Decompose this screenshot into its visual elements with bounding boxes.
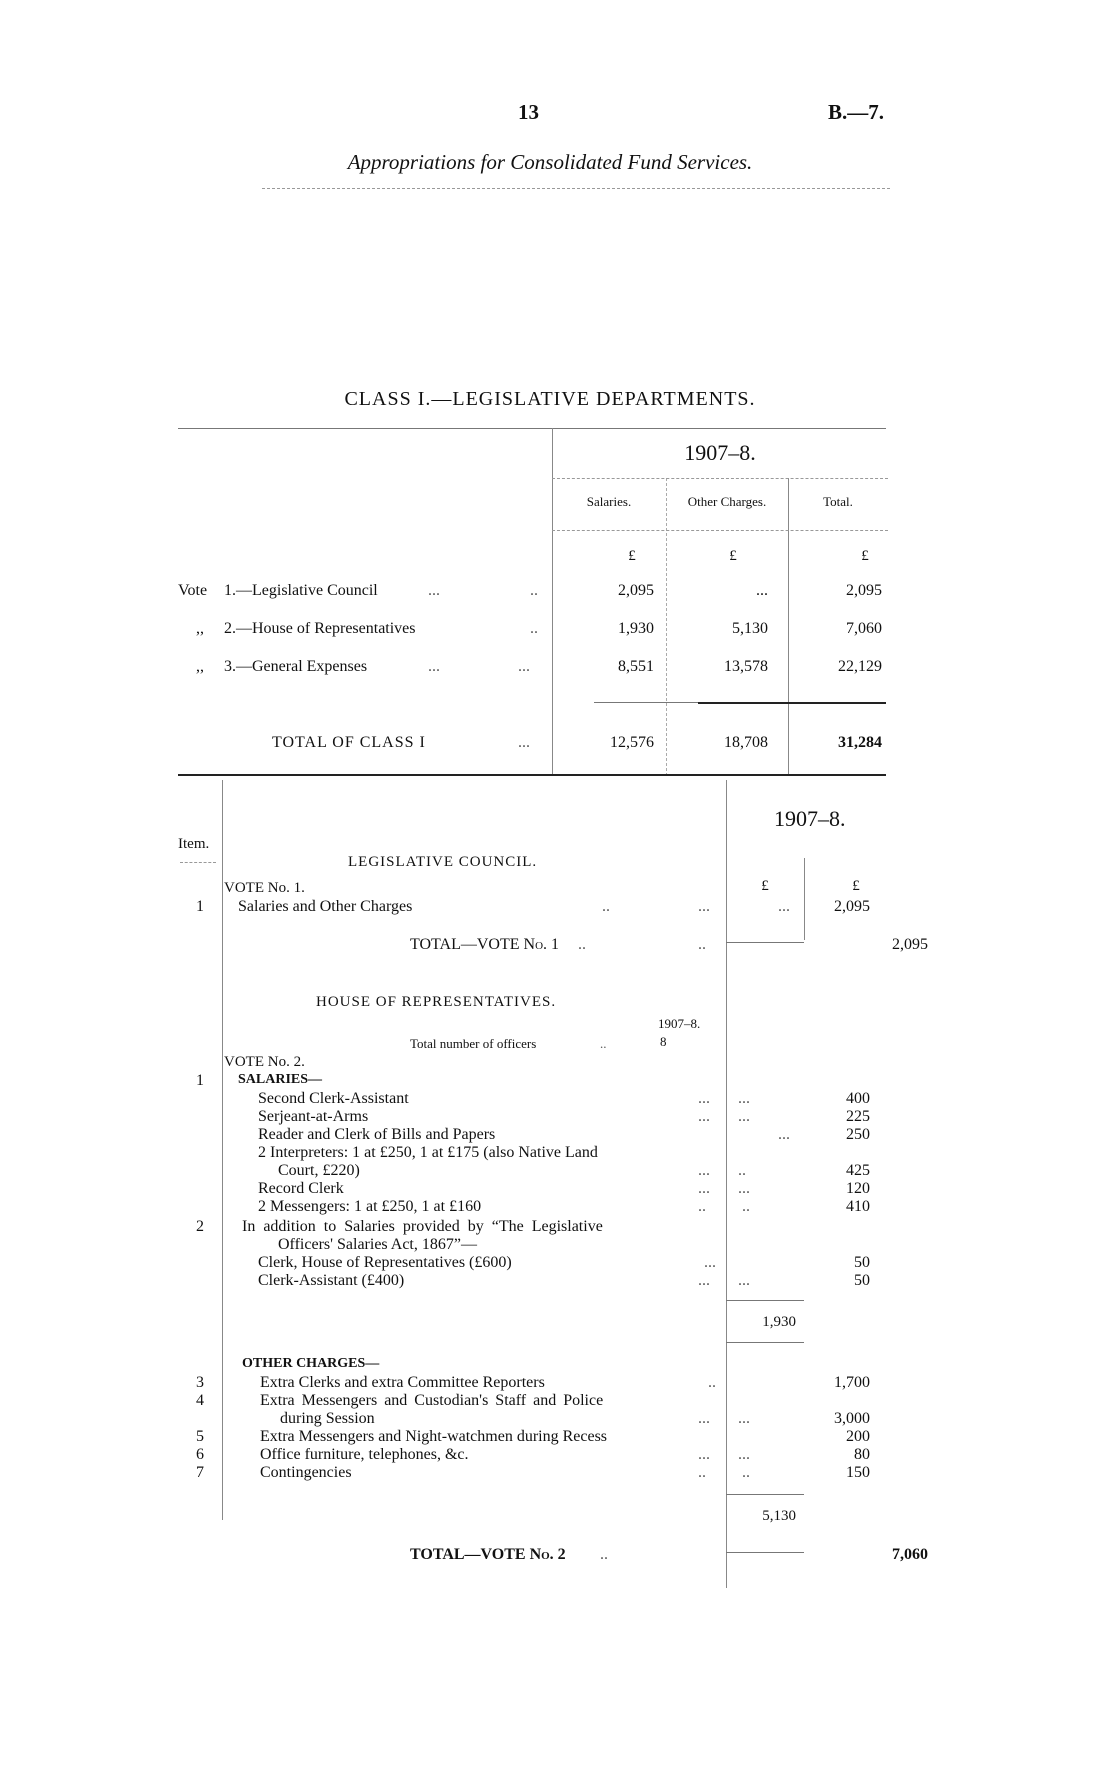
leader-dots: ... ...	[698, 1446, 750, 1463]
other-charges-value: 13,578	[724, 658, 768, 675]
leader-dots: .. ..	[698, 1198, 750, 1215]
subtotal-rule	[726, 1300, 804, 1301]
document-reference: B.—7.	[828, 100, 885, 124]
other-charges-heading: OTHER CHARGES—	[242, 1356, 380, 1371]
leader-dots: ..	[602, 898, 610, 915]
vote-prefix: ,,	[196, 620, 204, 637]
item-amount: 3,000	[834, 1410, 870, 1427]
item-amount: 410	[846, 1198, 870, 1215]
leader-dots: ...	[778, 1126, 790, 1143]
item-number: 1	[196, 898, 204, 915]
leader-dots: ..	[600, 1546, 608, 1563]
item-label: Salaries and Other Charges	[238, 898, 413, 915]
item-amount: 1,700	[834, 1374, 870, 1391]
leader-dots: ..	[708, 1374, 716, 1391]
officers-year: 1907–8.	[658, 1016, 701, 1031]
leader-dots: ..	[600, 1036, 607, 1051]
leader-dots: ...	[704, 1254, 716, 1271]
item-label: Extra Clerks and extra Committee Reporters	[260, 1374, 545, 1391]
item-amount: 2,095	[834, 898, 870, 915]
item-label: Second Clerk-Assistant	[258, 1090, 409, 1107]
total-label: TOTAL—VOTE No. 1	[410, 936, 560, 953]
summary-year: 1907–8.	[684, 440, 756, 465]
item-number: 6	[196, 1446, 204, 1463]
col-header-salaries: Salaries.	[586, 494, 632, 509]
leader-dots: ...	[778, 898, 790, 915]
total-value: 7,060	[846, 620, 882, 637]
summary-bottom-rule	[178, 774, 886, 776]
item-amount: 80	[854, 1446, 870, 1463]
section-heading-legislative-council: LEGISLATIVE COUNCIL.	[348, 854, 538, 870]
item-number: 5	[196, 1428, 204, 1445]
summary-subtotal-rule	[594, 702, 698, 703]
leader-dots: ... ..	[698, 1162, 746, 1179]
table-row	[178, 582, 888, 600]
vote-prefix: ,,	[196, 658, 204, 675]
summary-top-rule	[178, 428, 886, 429]
item-label: Reader and Clerk of Bills and Papers	[258, 1126, 496, 1143]
item-number: 1	[196, 1072, 204, 1089]
item-number: 7	[196, 1464, 204, 1481]
item-amount: 225	[846, 1108, 870, 1125]
pound-sign: £	[628, 548, 636, 564]
table-row	[178, 620, 888, 638]
leader-dots: ..	[698, 936, 706, 953]
total-label: TOTAL—VOTE No. 2	[410, 1546, 566, 1563]
leader-dots: .. ..	[698, 1464, 750, 1481]
leader-dots: ... ...	[698, 1090, 750, 1107]
leader-dots: ..	[530, 620, 538, 637]
leader-dots: ... ...	[698, 1180, 750, 1197]
pound-sign: £	[861, 548, 869, 564]
col-header-other-charges: Other Charges.	[687, 494, 767, 509]
item-amount: 425	[846, 1162, 870, 1179]
pound-sign: £	[761, 878, 769, 894]
summary-year-rule	[552, 478, 888, 479]
item-label: Extra Messengers and Night-watchmen during Recess	[260, 1428, 608, 1445]
section-heading-house-of-representatives: HOUSE OF REPRESENTATIVES.	[316, 994, 557, 1010]
leader-dots: ..	[530, 582, 538, 599]
vote-label: 3.—General Expenses	[224, 658, 368, 675]
vote-total: 2,095	[892, 936, 928, 953]
item-label: during Session	[280, 1410, 375, 1427]
item-label: 2 Interpreters: 1 at £250, 1 at £175 (also Native Land	[258, 1144, 598, 1161]
item-label: Office furniture, telephones, &c.	[260, 1446, 469, 1463]
item-header: Item.	[178, 836, 210, 852]
item-number: 4	[196, 1392, 204, 1409]
item-label: Extra Messengers and Custodian's Staff and Police	[260, 1392, 604, 1409]
salaries-value: 8,551	[618, 658, 654, 675]
summary-colhead-rule	[552, 530, 888, 531]
vote-number: VOTE No. 2.	[224, 1054, 305, 1070]
page-number: 13	[518, 100, 539, 124]
summary-subtotal-rule	[698, 702, 886, 704]
other-charges-value: 5,130	[732, 620, 768, 637]
item-amount: 200	[846, 1428, 870, 1445]
salaries-value: 2,095	[618, 582, 654, 599]
page-subtitle: Appropriations for Consolidated Fund Services.	[347, 150, 753, 174]
addition-line: In addition to Salaries provided by “The Legislative	[242, 1218, 603, 1235]
salaries-subtotal: 1,930	[762, 1314, 796, 1330]
salaries-value: 1,930	[618, 620, 654, 637]
pound-sign: £	[852, 878, 860, 894]
col-header-total: Total.	[823, 494, 853, 509]
class-total: 31,284	[838, 734, 882, 751]
item-amount: 50	[854, 1272, 870, 1289]
salaries-heading: SALARIES—	[238, 1072, 323, 1087]
item-label: Contingencies	[260, 1464, 352, 1481]
item-amount: 150	[846, 1464, 870, 1481]
leader-dots: ...	[698, 898, 710, 915]
addition-line: Officers' Salaries Act, 1867”—	[278, 1236, 477, 1253]
item-header-rule	[180, 862, 216, 863]
vote-label: 1.—Legislative Council	[224, 582, 378, 599]
item-label: Clerk, House of Representatives (£600)	[258, 1254, 512, 1271]
summary-left-col-rule	[552, 428, 553, 776]
leader-dots: ...	[518, 734, 530, 751]
leader-dots: ... ...	[698, 1108, 750, 1125]
vote-number: VOTE No. 1.	[224, 880, 305, 896]
subtotal-rule	[726, 1552, 804, 1553]
vote-label: 2.—House of Representatives	[224, 620, 416, 637]
leader-dots: ...	[518, 658, 530, 675]
item-amount: 250	[846, 1126, 870, 1143]
leader-dots: ... ...	[698, 1410, 750, 1427]
leader-dots: ..	[578, 936, 586, 953]
item-col-rule	[222, 780, 223, 1520]
vote-prefix: Vote	[178, 582, 208, 599]
subtotal-rule	[726, 1342, 804, 1343]
item-number: 3	[196, 1374, 204, 1391]
other-charges-subtotal: 5,130	[762, 1508, 796, 1524]
subtotal-rule	[726, 1494, 804, 1495]
item-label: Clerk-Assistant (£400)	[258, 1272, 405, 1289]
item-label: Serjeant-at-Arms	[258, 1108, 369, 1125]
total-value: 2,095	[846, 582, 882, 599]
detail-year: 1907–8.	[774, 806, 846, 831]
item-label: Court, £220)	[278, 1162, 360, 1179]
total-value: 22,129	[838, 658, 882, 675]
header-rule	[262, 188, 890, 189]
item-label: 2 Messengers: 1 at £250, 1 at £160	[258, 1198, 482, 1215]
other-charges-total: 18,708	[724, 734, 768, 751]
item-amount: 120	[846, 1180, 870, 1197]
other-charges-value: ...	[756, 582, 768, 599]
item-label: Record Clerk	[258, 1180, 344, 1197]
total-label: TOTAL OF CLASS I	[272, 734, 426, 751]
subtotal-rule	[726, 942, 804, 943]
leader-dots: ...	[428, 582, 440, 599]
officers-label: Total number of officers	[410, 1036, 537, 1051]
item-number: 2	[196, 1218, 204, 1235]
pound-sign: £	[729, 548, 737, 564]
item-amount: 50	[854, 1254, 870, 1271]
vote-total: 7,060	[892, 1546, 928, 1563]
salaries-total: 12,576	[610, 734, 654, 751]
leader-dots: ... ...	[698, 1272, 750, 1289]
item-amount: 400	[846, 1090, 870, 1107]
class-title: CLASS I.—LEGISLATIVE DEPARTMENTS.	[344, 388, 756, 410]
leader-dots: ...	[428, 658, 440, 675]
table-row	[178, 658, 888, 676]
officers-count: 8	[660, 1034, 667, 1049]
